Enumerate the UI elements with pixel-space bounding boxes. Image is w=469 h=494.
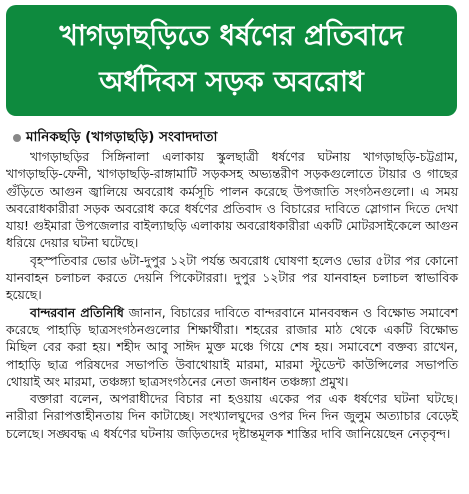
headline-line-2: অর্ধদিবস সড়ক অবরোধ [99,65,364,98]
paragraph-text: বক্তারা বলেন, অপরাধীদের বিচার না হওয়ায় একের পর এক ধর্ষণের ঘটনা ঘটছে। নারীরা নিরাপত্তাহীনতায় দিন কাটাচ্ছে। সংখ্যালঘুদের ওপর দিন দিন জুলুম অত্যাচার বেড়েই চলেছে। সঙ্ঘবদ্ধ এ ধর্ষণের ঘটনায় জড়িতদের দৃষ্টান্তমূলক শাস্তির দাবি জানিয়েছেন নেতৃবৃন্দ। [6,391,458,441]
headline-line-1: খাগড়াছড়িতে ধর্ষণের প্রতিবাদে [59,19,404,52]
paragraph-3 [6,304,458,390]
paragraph-text: জানান, বিচারের দাবিতে বান্দরবানে মানববন্ধন ও বিক্ষোভ সমাবেশ করেছে পাহাড়ি ছাত্রসংগঠনগুলোর শিক্ষার্থীরা। শহরের রাজার মাঠ থেকে একটি বিক্ষোভ মিছিল বের করা হয়। শহীদ আবু সাঈদ মুক্ত মঞ্চে গিয়ে শেষ হয়। সমাবেশে বক্তব্য রাখেন, পাহাড়ি ছাত্র পরিষদের সভাপতি উবাথোয়াই মারমা, মারমা স্টুডেন্ট কাউন্সিলের সভাপতি থোয়াই অং মারমা, তঞ্চঙ্গ্যা ছাত্রসংগঠনের নেতা জনাধন তঞ্চঙ্গ্যা প্রমুখ। [6,304,458,389]
bullet-icon [13,134,21,142]
dateline-bold: বান্দরবান প্রতিনিধি [30,304,124,320]
byline-text: মানিকছড়ি (খাগড়াছড়ি) সংবাদদাতা [26,129,218,145]
paragraph-2 [6,252,458,304]
paragraph-text: বৃহস্পতিবার ভোর ৬টা-দুপুর ১২টা পর্যন্ত অবরোধ ঘোষণা হলেও ভোর ৫টার পর কোনো যানবাহন চলাচল করতে দেয়নি পিকেটাররা। দুপুর ১২টার পর যানবাহন চলাচল স্বাভাবিক হয়েছে। [6,252,458,303]
paragraph-4 [6,390,458,442]
byline [13,126,217,149]
article-body [6,148,458,442]
paragraph-text: খাগড়াছড়ির সিঙ্গিনালা এলাকায় স্কুলছাত্রী ধর্ষণের ঘটনায় খাগড়াছড়ি-চট্টগ্রাম, খাগড়াছড়ি-ফেনী, খাগড়াছড়ি-রাঙ্গামাটি সড়কসহ অভ্যন্তরীণ সড়কগুলোতে টায়ার ও গাছের গুঁড়িতে আগুন জ্বালিয়ে অবরোধ কর্মসূচি পালন করেছে উপজাতি সংগঠনগুলো। এ সময় অবরোধকারীরা সড়ক অবরোধ করে ধর্ষণের প্রতিবাদ ও বিচারের দাবিতে স্লোগান দিতে দেখা যায়! গুইমারা উপজেলার বাইল্যাছড়ি এলাকায় অবরোধকারীরা একটি মোটরসাইকেলে আগুন ধরিয়ে দেয়ার ঘটনা ঘটেছে। [6,149,458,251]
paragraph-1 [6,148,458,252]
headline-banner [6,5,457,116]
